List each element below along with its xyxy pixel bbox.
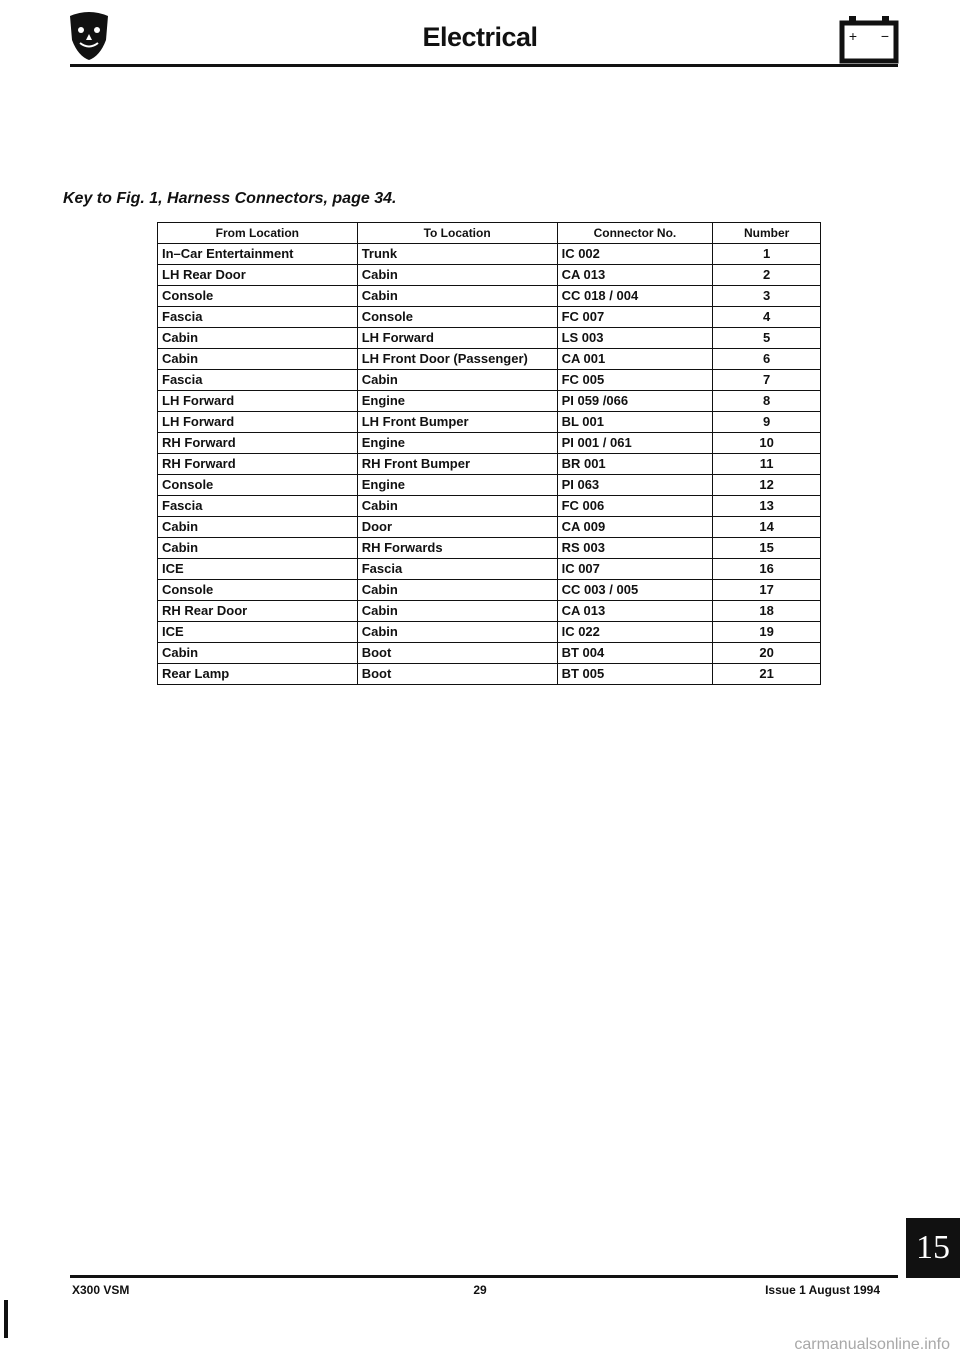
- margin-mark: [4, 1300, 8, 1338]
- cell-from-location: Fascia: [158, 496, 358, 517]
- cell-connector-no: PI 059 /066: [557, 391, 713, 412]
- battery-plus-label: +: [848, 28, 858, 44]
- cell-from-location: Fascia: [158, 307, 358, 328]
- cell-from-location: Cabin: [158, 517, 358, 538]
- cell-from-location: Fascia: [158, 370, 358, 391]
- table-row: [158, 244, 821, 265]
- cell-connector-no: CA 001: [557, 349, 713, 370]
- cell-number: 1: [713, 244, 821, 265]
- footer-rule: [70, 1275, 898, 1278]
- table-row: [158, 622, 821, 643]
- battery-icon: [839, 14, 899, 64]
- cell-connector-no: CC 018 / 004: [557, 286, 713, 307]
- cell-number: 8: [713, 391, 821, 412]
- cell-connector-no: CC 003 / 005: [557, 580, 713, 601]
- cell-number: 4: [713, 307, 821, 328]
- cell-from-location: Cabin: [158, 643, 358, 664]
- cell-connector-no: CA 009: [557, 517, 713, 538]
- battery-minus-label: −: [880, 28, 890, 44]
- cell-connector-no: FC 005: [557, 370, 713, 391]
- cell-connector-no: IC 002: [557, 244, 713, 265]
- cell-number: 6: [713, 349, 821, 370]
- header-to-location: To Location: [357, 223, 557, 244]
- cell-number: 21: [713, 664, 821, 685]
- cell-number: 12: [713, 475, 821, 496]
- cell-from-location: LH Rear Door: [158, 265, 358, 286]
- table-row: [158, 580, 821, 601]
- cell-to-location: Engine: [357, 475, 557, 496]
- table-row: [158, 517, 821, 538]
- cell-number: 7: [713, 370, 821, 391]
- cell-from-location: Console: [158, 475, 358, 496]
- table-row: [158, 349, 821, 370]
- table-row: [158, 454, 821, 475]
- table-row: [158, 307, 821, 328]
- cell-to-location: LH Front Door (Passenger): [357, 349, 557, 370]
- harness-connectors-table: [157, 222, 821, 685]
- header-connector-no: Connector No.: [557, 223, 713, 244]
- table-header-row: [158, 223, 821, 244]
- issue-date: Issue 1 August 1994: [765, 1283, 880, 1297]
- cell-connector-no: PI 063: [557, 475, 713, 496]
- table-row: [158, 370, 821, 391]
- header-rule: [70, 64, 898, 67]
- cell-to-location: Cabin: [357, 370, 557, 391]
- page-title: Electrical: [422, 22, 538, 52]
- watermark: carmanualsonline.info: [794, 1336, 950, 1353]
- table-row: [158, 601, 821, 622]
- table-row: [158, 391, 821, 412]
- cell-from-location: In–Car Entertainment: [158, 244, 358, 265]
- cell-from-location: RH Rear Door: [158, 601, 358, 622]
- table-row: [158, 265, 821, 286]
- cell-from-location: LH Forward: [158, 412, 358, 433]
- cell-to-location: LH Forward: [357, 328, 557, 349]
- cell-connector-no: BT 005: [557, 664, 713, 685]
- cell-connector-no: LS 003: [557, 328, 713, 349]
- cell-connector-no: IC 022: [557, 622, 713, 643]
- cell-connector-no: RS 003: [557, 538, 713, 559]
- cell-to-location: RH Forwards: [357, 538, 557, 559]
- cell-to-location: Door: [357, 517, 557, 538]
- page-number: 29: [473, 1283, 487, 1297]
- table-row: [158, 664, 821, 685]
- cell-number: 5: [713, 328, 821, 349]
- cell-connector-no: CA 013: [557, 601, 713, 622]
- cell-number: 3: [713, 286, 821, 307]
- cell-connector-no: BL 001: [557, 412, 713, 433]
- cell-from-location: Console: [158, 286, 358, 307]
- cell-number: 16: [713, 559, 821, 580]
- cell-from-location: RH Forward: [158, 454, 358, 475]
- cell-to-location: LH Front Bumper: [357, 412, 557, 433]
- cell-connector-no: CA 013: [557, 265, 713, 286]
- cell-to-location: Cabin: [357, 580, 557, 601]
- cell-connector-no: IC 007: [557, 559, 713, 580]
- cell-connector-no: FC 007: [557, 307, 713, 328]
- cell-to-location: RH Front Bumper: [357, 454, 557, 475]
- cell-number: 15: [713, 538, 821, 559]
- cell-to-location: Engine: [357, 433, 557, 454]
- cell-to-location: Cabin: [357, 496, 557, 517]
- cell-number: 13: [713, 496, 821, 517]
- cell-to-location: Console: [357, 307, 557, 328]
- header-number: Number: [713, 223, 821, 244]
- cell-from-location: Console: [158, 580, 358, 601]
- cell-to-location: Boot: [357, 664, 557, 685]
- document-code: X300 VSM: [72, 1283, 130, 1297]
- cell-number: 2: [713, 265, 821, 286]
- cell-from-location: Cabin: [158, 349, 358, 370]
- cell-to-location: Cabin: [357, 601, 557, 622]
- section-tab: 15: [906, 1218, 960, 1278]
- cell-connector-no: FC 006: [557, 496, 713, 517]
- cell-number: 19: [713, 622, 821, 643]
- cell-to-location: Cabin: [357, 265, 557, 286]
- table-row: [158, 496, 821, 517]
- cell-number: 18: [713, 601, 821, 622]
- cell-from-location: LH Forward: [158, 391, 358, 412]
- table-row: [158, 538, 821, 559]
- table-row: [158, 433, 821, 454]
- cell-from-location: RH Forward: [158, 433, 358, 454]
- cell-connector-no: BR 001: [557, 454, 713, 475]
- cell-to-location: Cabin: [357, 286, 557, 307]
- cell-from-location: Rear Lamp: [158, 664, 358, 685]
- table-row: [158, 475, 821, 496]
- cell-number: 17: [713, 580, 821, 601]
- cell-connector-no: BT 004: [557, 643, 713, 664]
- table-caption: Key to Fig. 1, Harness Connectors, page 34.: [63, 190, 397, 207]
- cell-from-location: ICE: [158, 559, 358, 580]
- cell-from-location: Cabin: [158, 538, 358, 559]
- cell-number: 20: [713, 643, 821, 664]
- cell-from-location: ICE: [158, 622, 358, 643]
- table-row: [158, 412, 821, 433]
- table-row: [158, 286, 821, 307]
- table-row: [158, 559, 821, 580]
- cell-from-location: Cabin: [158, 328, 358, 349]
- table-row: [158, 328, 821, 349]
- table-row: [158, 643, 821, 664]
- cell-to-location: Cabin: [357, 622, 557, 643]
- header-from-location: From Location: [158, 223, 358, 244]
- cell-number: 10: [713, 433, 821, 454]
- cell-to-location: Trunk: [357, 244, 557, 265]
- cell-number: 11: [713, 454, 821, 475]
- cell-number: 9: [713, 412, 821, 433]
- cell-connector-no: PI 001 / 061: [557, 433, 713, 454]
- cell-to-location: Engine: [357, 391, 557, 412]
- cell-to-location: Fascia: [357, 559, 557, 580]
- cell-to-location: Boot: [357, 643, 557, 664]
- cell-number: 14: [713, 517, 821, 538]
